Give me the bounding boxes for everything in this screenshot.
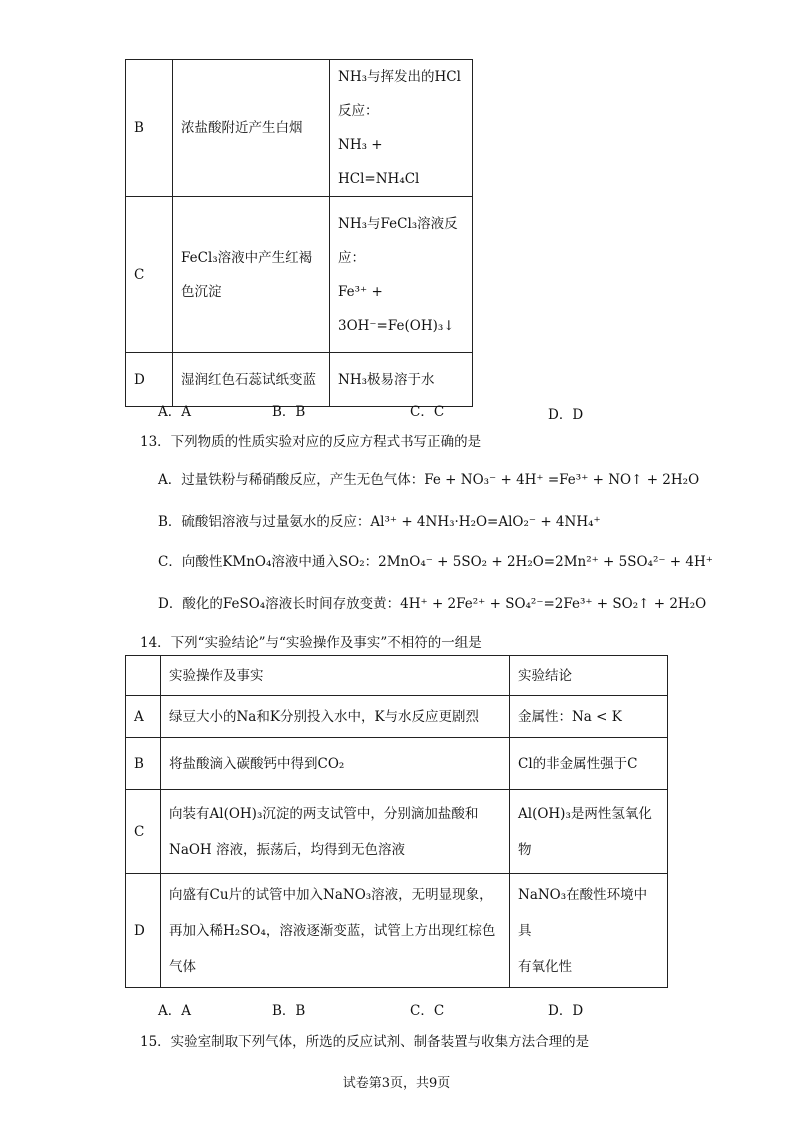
- table-row: [126, 353, 473, 407]
- q14-option-d[interactable]: D．D: [548, 1003, 584, 1019]
- explain-cell: NH₃极易溶于水: [330, 353, 473, 407]
- concl-cell: 金属性：Na < K: [510, 696, 668, 738]
- q13-option-a[interactable]: A．过量铁粉与稀硝酸反应，产生无色气体：Fe + NO₃⁻ + 4H⁺ =Fe³⁺ + NO↑ + 2H₂O: [158, 472, 700, 488]
- q13-option-c[interactable]: C．向酸性KMnO₄溶液中通入SO₂：2MnO₄⁻ + 5SO₂ + 2H₂O=2Mn²⁺ + 5SO₄²⁻ + 4H⁺: [158, 554, 713, 570]
- option-b[interactable]: B．B: [272, 404, 306, 420]
- table-header: [126, 656, 668, 696]
- op-cell: 将盐酸滴入碳酸钙中得到CO₂: [161, 738, 510, 790]
- q13-option-b[interactable]: B．硫酸铝溶液与过量氨水的反应：Al³⁺ + 4NH₃·H₂O=AlO₂⁻ + 4NH₄⁺: [158, 514, 601, 530]
- table-row: [126, 790, 668, 874]
- table-ammonia: [125, 59, 473, 407]
- row-label: C: [126, 790, 161, 874]
- header-blank: [126, 656, 161, 696]
- concl-cell: Cl的非金属性强于C: [510, 738, 668, 790]
- q13-option-d[interactable]: D．酸化的FeSO₄溶液长时间存放变黄：4H⁺ + 2Fe²⁺ + SO₄²⁻=2Fe³⁺ + SO₂↑ + 2H₂O: [158, 596, 707, 612]
- q14-option-a[interactable]: A．A: [158, 1003, 191, 1019]
- table-row: [126, 60, 473, 197]
- option-a[interactable]: A．A: [158, 404, 191, 420]
- q14-option-b[interactable]: B．B: [272, 1003, 306, 1019]
- explain-cell: NH₃与挥发出的HCl 反应： NH₃ + HCl=NH₄Cl: [330, 60, 473, 197]
- row-label: C: [126, 197, 173, 353]
- table-row: [126, 696, 668, 738]
- question-15-stem: 15．实验室制取下列气体，所选的反应试剂、制备装置与收集方法合理的是: [140, 1034, 590, 1050]
- option-c[interactable]: C．C: [410, 404, 445, 420]
- concl-cell: NaNO₃在酸性环境中具 有氧化性: [510, 874, 668, 988]
- table-row: [126, 738, 668, 790]
- table-experiments: [125, 655, 668, 988]
- row-label: B: [126, 60, 173, 197]
- header-op: 实验操作及事实: [161, 656, 510, 696]
- phenomenon-cell: 湿润红色石蕊试纸变蓝: [173, 353, 330, 407]
- option-d[interactable]: D．D: [548, 407, 584, 423]
- concl-cell: Al(OH)₃是两性氢氧化物: [510, 790, 668, 874]
- phenomenon-cell: 浓盐酸附近产生白烟: [173, 60, 330, 197]
- row-label: D: [126, 874, 161, 988]
- table-row: [126, 197, 473, 353]
- q14-option-c[interactable]: C．C: [410, 1003, 445, 1019]
- row-label: D: [126, 353, 173, 407]
- question-14-stem: 14．下列“实验结论”与“实验操作及事实”不相符的一组是: [140, 635, 482, 651]
- explain-cell: NH₃与FeCl₃溶液反 应： Fe³⁺ + 3OH⁻=Fe(OH)₃↓: [330, 197, 473, 353]
- question-13-stem: 13．下列物质的性质实验对应的反应方程式书写正确的是: [140, 434, 482, 450]
- row-label: B: [126, 738, 161, 790]
- table-row: [126, 874, 668, 988]
- op-cell: 向盛有Cu片的试管中加入NaNO₃溶液，无明显现象， 再加入稀H₂SO₄，溶液逐渐变蓝，试管上方出现红棕色 气体: [161, 874, 510, 988]
- page-footer: 试卷第3页，共9页: [342, 1076, 451, 1091]
- header-concl: 实验结论: [510, 656, 668, 696]
- phenomenon-cell: FeCl₃溶液中产生红褐 色沉淀: [173, 197, 330, 353]
- op-cell: 绿豆大小的Na和K分别投入水中，K与水反应更剧烈: [161, 696, 510, 738]
- op-cell: 向装有Al(OH)₃沉淀的两支试管中，分别滴加盐酸和 NaOH 溶液，振荡后，均得到无色溶液: [161, 790, 510, 874]
- row-label: A: [126, 696, 161, 738]
